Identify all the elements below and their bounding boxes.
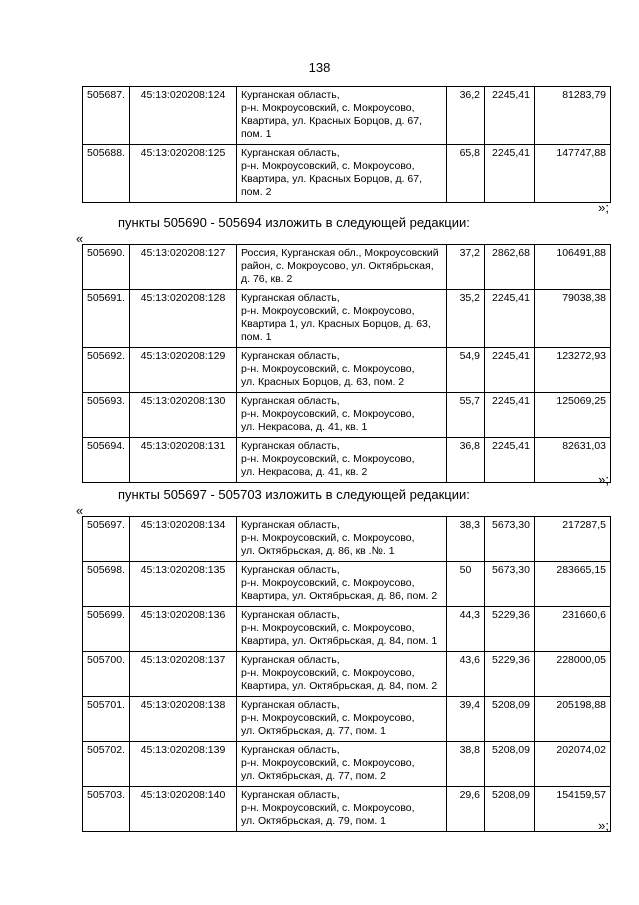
area: 38,3: [447, 517, 485, 562]
table-row: [83, 393, 611, 438]
specific-value: 2245,41: [485, 145, 535, 203]
table-row: [83, 697, 611, 742]
cadastral-value: 283665,15: [535, 562, 611, 607]
cadastral-value: 125069,25: [535, 393, 611, 438]
cadastral-value: 217287,5: [535, 517, 611, 562]
address: Курганская область, р-н. Мокроусовский, с. Мокроусово, Квартира, ул. Октябрьская, д. 86, пом. 2: [237, 562, 447, 607]
area: 50: [447, 562, 485, 607]
item-number: 505701.: [83, 697, 130, 742]
address: Курганская область, р-н. Мокроусовский, с. Мокроусово, ул. Октябрьская, д. 77, пом. 2: [237, 742, 447, 787]
cadastral-value: 82631,03: [535, 438, 611, 483]
item-number: 505688.: [83, 145, 130, 203]
table-row: [83, 438, 611, 483]
item-number: 505690.: [83, 245, 130, 290]
address: Курганская область, р-н. Мокроусовский, с. Мокроусово, Квартира, ул. Октябрьская, д. 84, пом. 2: [237, 652, 447, 697]
cadastral-number: 45:13:020208:124: [130, 87, 237, 145]
specific-value: 5229,36: [485, 607, 535, 652]
amendment-instruction: пункты 505690 - 505694 изложить в следующей редакции:: [118, 215, 470, 230]
specific-value: 2245,41: [485, 290, 535, 348]
item-number: 505687.: [83, 87, 130, 145]
area: 37,2: [447, 245, 485, 290]
area: 43,6: [447, 652, 485, 697]
area: 65,8: [447, 145, 485, 203]
table-row: [83, 290, 611, 348]
area: 55,7: [447, 393, 485, 438]
register-table-1: [82, 86, 611, 203]
specific-value: 2245,41: [485, 438, 535, 483]
cadastral-number: 45:13:020208:138: [130, 697, 237, 742]
cadastral-number: 45:13:020208:137: [130, 652, 237, 697]
address: Курганская область, р-н. Мокроусовский, с. Мокроусово, ул. Октябрьская, д. 86, кв .№. 1: [237, 517, 447, 562]
item-number: 505700.: [83, 652, 130, 697]
closing-quote: »;: [598, 818, 609, 833]
cadastral-value: 231660,6: [535, 607, 611, 652]
table-row: [83, 787, 611, 832]
table-row: [83, 87, 611, 145]
address: Курганская область, р-н. Мокроусовский, с. Мокроусово, ул. Некрасова, д. 41, кв. 1: [237, 393, 447, 438]
table-row: [83, 517, 611, 562]
cadastral-value: 81283,79: [535, 87, 611, 145]
cadastral-number: 45:13:020208:134: [130, 517, 237, 562]
address: Россия, Курганская обл., Мокроусовский район, с. Мокроусово, ул. Октябрьская, д. 76, кв. 2: [237, 245, 447, 290]
address: Курганская область, р-н. Мокроусовский, с. Мокроусово, ул. Октябрьская, д. 79, пом. 1: [237, 787, 447, 832]
cadastral-value: 123272,93: [535, 348, 611, 393]
specific-value: 5208,09: [485, 742, 535, 787]
amendment-instruction: пункты 505697 - 505703 изложить в следующей редакции:: [118, 487, 470, 502]
specific-value: 5673,30: [485, 562, 535, 607]
register-table-2: [82, 244, 611, 483]
address: Курганская область, р-н. Мокроусовский, с. Мокроусово, Квартира, ул. Красных Борцов, д. 67, пом. 2: [237, 145, 447, 203]
cadastral-number: 45:13:020208:125: [130, 145, 237, 203]
item-number: 505702.: [83, 742, 130, 787]
specific-value: 2862,68: [485, 245, 535, 290]
item-number: 505694.: [83, 438, 130, 483]
page-number: 138: [308, 60, 331, 75]
cadastral-value: 154159,57: [535, 787, 611, 832]
address: Курганская область, р-н. Мокроусовский, с. Мокроусово, Квартира, ул. Октябрьская, д. 84, пом. 1: [237, 607, 447, 652]
cadastral-number: 45:13:020208:128: [130, 290, 237, 348]
cadastral-number: 45:13:020208:140: [130, 787, 237, 832]
table-row: [83, 607, 611, 652]
area: 44,3: [447, 607, 485, 652]
item-number: 505691.: [83, 290, 130, 348]
cadastral-number: 45:13:020208:130: [130, 393, 237, 438]
specific-value: 5208,09: [485, 787, 535, 832]
specific-value: 5673,30: [485, 517, 535, 562]
area: 29,6: [447, 787, 485, 832]
address: Курганская область, р-н. Мокроусовский, с. Мокроусово, ул. Октябрьская, д. 77, пом. 1: [237, 697, 447, 742]
area: 36,8: [447, 438, 485, 483]
closing-quote: »;: [598, 472, 609, 487]
opening-quote: «: [76, 231, 84, 246]
cadastral-value: 202074,02: [535, 742, 611, 787]
specific-value: 2245,41: [485, 87, 535, 145]
item-number: 505698.: [83, 562, 130, 607]
cadastral-number: 45:13:020208:136: [130, 607, 237, 652]
item-number: 505699.: [83, 607, 130, 652]
item-number: 505692.: [83, 348, 130, 393]
specific-value: 2245,41: [485, 393, 535, 438]
address: Курганская область, р-н. Мокроусовский, с. Мокроусово, Квартира, ул. Красных Борцов, д. 67, пом. 1: [237, 87, 447, 145]
table-row: [83, 652, 611, 697]
address: Курганская область, р-н. Мокроусовский, с. Мокроусово, ул. Красных Борцов, д. 63, пом. 2: [237, 348, 447, 393]
opening-quote: «: [76, 503, 84, 518]
area: 54,9: [447, 348, 485, 393]
cadastral-value: 205198,88: [535, 697, 611, 742]
cadastral-value: 228000,05: [535, 652, 611, 697]
table-row: [83, 562, 611, 607]
table-row: [83, 145, 611, 203]
closing-quote: »;: [598, 200, 609, 215]
cadastral-value: 147747,88: [535, 145, 611, 203]
area: 35,2: [447, 290, 485, 348]
table-row: [83, 348, 611, 393]
specific-value: 2245,41: [485, 348, 535, 393]
item-number: 505703.: [83, 787, 130, 832]
address: Курганская область, р-н. Мокроусовский, с. Мокроусово, ул. Некрасова, д. 41, кв. 2: [237, 438, 447, 483]
area: 38,8: [447, 742, 485, 787]
specific-value: 5229,36: [485, 652, 535, 697]
table-row: [83, 245, 611, 290]
cadastral-value: 79038,38: [535, 290, 611, 348]
item-number: 505697.: [83, 517, 130, 562]
item-number: 505693.: [83, 393, 130, 438]
cadastral-number: 45:13:020208:139: [130, 742, 237, 787]
cadastral-number: 45:13:020208:127: [130, 245, 237, 290]
address: Курганская область, р-н. Мокроусовский, с. Мокроусово, Квартира 1, ул. Красных Борцов, д. 63, пом. 1: [237, 290, 447, 348]
cadastral-value: 106491,88: [535, 245, 611, 290]
area: 39,4: [447, 697, 485, 742]
cadastral-number: 45:13:020208:129: [130, 348, 237, 393]
cadastral-number: 45:13:020208:131: [130, 438, 237, 483]
register-table-3: [82, 516, 611, 832]
cadastral-number: 45:13:020208:135: [130, 562, 237, 607]
area: 36,2: [447, 87, 485, 145]
table-row: [83, 742, 611, 787]
specific-value: 5208,09: [485, 697, 535, 742]
